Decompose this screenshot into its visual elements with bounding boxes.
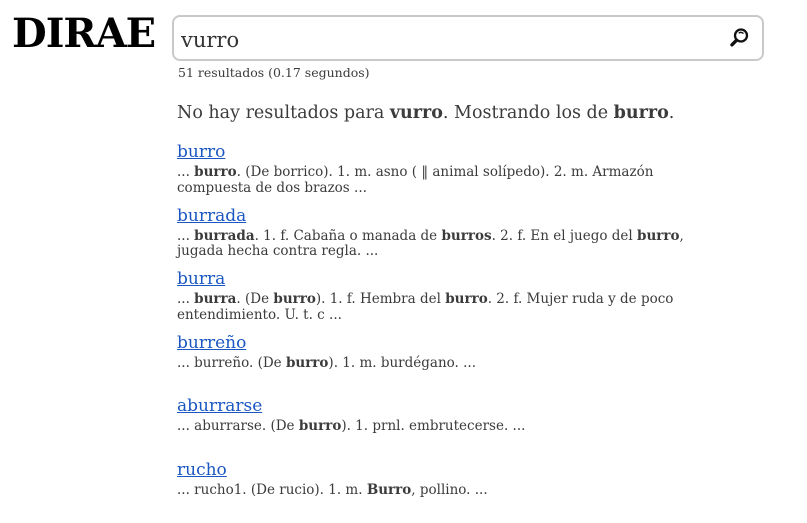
result-item: [177, 206, 722, 270]
result-link[interactable]: rucho: [177, 460, 227, 480]
search-button[interactable]: [722, 21, 756, 55]
result-stats: 51 resultados (0.17 segundos): [172, 65, 768, 80]
logo[interactable]: DIRAE: [12, 12, 155, 56]
result-link[interactable]: burreño: [177, 333, 246, 353]
result-link[interactable]: aburrarse: [177, 396, 262, 416]
result-snippet: ... burreño. (De burro). 1. m. burdégano. ...: [177, 356, 722, 372]
result-item: [177, 396, 722, 460]
result-link[interactable]: burro: [177, 142, 225, 162]
search-box: [172, 15, 764, 61]
results-list: [172, 142, 768, 523]
search-icon: [727, 26, 751, 50]
result-link[interactable]: burrada: [177, 206, 246, 226]
result-snippet: ... burra. (De burro). 1. f. Hembra del burro. 2. f. Mujer ruda y de poco entendimiento. U. t. c ...: [177, 292, 722, 323]
result-snippet: ... burro. (De borrico). 1. m. asno ( ‖ animal solípedo). 2. m. Armazón compuesta de dos brazos ...: [177, 165, 722, 196]
result-snippet: ... rucho1. (De rucio). 1. m. Burro, pollino. ...: [177, 483, 722, 499]
result-item: [177, 269, 722, 333]
main-column: [172, 15, 768, 523]
result-message: No hay resultados para vurro. Mostrando los de burro.: [172, 103, 768, 123]
result-link[interactable]: burra: [177, 269, 225, 289]
result-snippet: ... burrada. 1. f. Cabaña o manada de burros. 2. f. En el juego del burro, jugada hecha contra regla. ...: [177, 229, 722, 260]
result-item: [177, 333, 722, 397]
result-item: [177, 460, 722, 523]
result-item: [177, 142, 722, 206]
result-snippet: ... aburrarse. (De burro). 1. prnl. embrutecerse. ...: [177, 419, 722, 435]
search-input[interactable]: [174, 17, 719, 59]
